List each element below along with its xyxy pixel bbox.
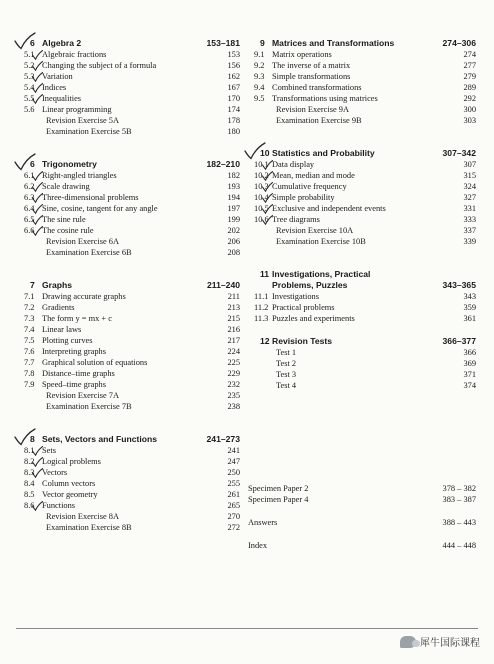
section-page: 215	[227, 314, 240, 323]
section-page: 208	[227, 248, 240, 257]
chapter-heading	[248, 336, 476, 347]
section-row	[18, 478, 240, 489]
section-title: Examination Exercise 6B	[46, 248, 132, 257]
chapter-number: 10	[260, 148, 270, 158]
section-page: 178	[227, 116, 240, 125]
section-page: 206	[227, 237, 240, 246]
section-title: Examination Exercise 7B	[46, 402, 132, 411]
section-page: 202	[227, 226, 240, 235]
chapter-title-continued: Problems, Puzzles	[272, 280, 348, 290]
section-title: Tree diagrams	[272, 215, 320, 224]
section-row	[248, 347, 476, 358]
chapter-title: Graphs	[42, 280, 73, 290]
section-page: 170	[227, 94, 240, 103]
section-row	[18, 214, 240, 225]
chapter-pages: 153–181	[206, 38, 240, 48]
section-page: 182	[227, 171, 240, 180]
section-page: 194	[227, 193, 240, 202]
section-title: The cosine rule	[42, 226, 94, 235]
section-title: Revision Exercise 9A	[276, 105, 350, 114]
contents-right-column	[248, 38, 476, 391]
section-title: Cumulative frequency	[272, 182, 347, 191]
chapter-4	[18, 434, 240, 533]
section-number: 6.4	[24, 204, 35, 213]
section-page: 174	[227, 105, 240, 114]
chapter-heading	[18, 280, 240, 291]
section-number: 11.3	[254, 314, 269, 323]
section-title: Combined transformations	[272, 83, 362, 92]
section-page: 193	[227, 182, 240, 191]
section-page: 359	[463, 303, 476, 312]
section-title: Logical problems	[42, 457, 101, 466]
section-row	[18, 489, 240, 500]
section-page: 339	[463, 237, 476, 246]
section-page: 331	[463, 204, 476, 213]
section-page: 232	[227, 380, 240, 389]
section-number: 10.1	[254, 160, 269, 169]
section-number: 7.2	[24, 303, 35, 312]
chapter-number: 11	[260, 269, 270, 279]
section-title: Practical problems	[272, 303, 335, 312]
section-page: 213	[227, 303, 240, 312]
entry-pages: 378 – 382	[442, 484, 476, 493]
section-row	[248, 214, 476, 225]
chapter-3	[18, 280, 240, 412]
entry-title: Answers	[248, 518, 278, 527]
section-row	[18, 82, 240, 93]
section-number: 6.1	[24, 171, 35, 180]
section-number: 6.3	[24, 193, 35, 202]
section-number: 7.3	[24, 314, 35, 323]
section-row	[248, 302, 476, 313]
section-page: 274	[463, 50, 476, 59]
section-row	[18, 49, 240, 60]
back-matter	[248, 483, 476, 551]
chapter-heading	[248, 38, 476, 49]
section-row	[18, 511, 240, 522]
chapter-number: 8	[30, 434, 35, 444]
index-entry	[248, 540, 476, 551]
chapter-pages: 241–273	[206, 434, 240, 444]
watermark-text: 犀牛国际课程	[420, 638, 480, 649]
section-row	[248, 291, 476, 302]
section-page: 235	[227, 391, 240, 400]
section-number: 10.5	[254, 204, 269, 213]
chapter-4	[248, 336, 476, 391]
section-title: Mean, median and mode	[272, 171, 355, 180]
section-number: 9.1	[254, 50, 265, 59]
entry-pages: 444 – 448	[442, 541, 476, 550]
section-number: 8.5	[24, 490, 35, 499]
section-title: Graphical solution of equations	[42, 358, 148, 367]
section-row	[248, 380, 476, 391]
section-number: 11.2	[254, 303, 269, 312]
section-row	[248, 203, 476, 214]
chapter-number: 9	[260, 38, 265, 48]
section-row	[18, 368, 240, 379]
section-row	[18, 104, 240, 115]
section-row	[18, 93, 240, 104]
section-title: Linear programming	[42, 105, 112, 114]
section-title: Puzzles and experiments	[272, 314, 355, 323]
section-page: 199	[227, 215, 240, 224]
section-page: 361	[463, 314, 476, 323]
chapter-title: Statistics and Probability	[272, 148, 375, 158]
section-number: 6.2	[24, 182, 35, 191]
section-number: 5.1	[24, 50, 35, 59]
section-number: 7.1	[24, 292, 35, 301]
section-row	[248, 225, 476, 236]
section-number: 5.4	[24, 83, 35, 92]
section-title: Matrix operations	[272, 50, 332, 59]
chapter-2	[18, 159, 240, 258]
section-title: Variation	[42, 72, 73, 81]
section-row	[248, 358, 476, 369]
chapter-title: Revision Tests	[272, 336, 333, 346]
section-page: 211	[227, 292, 240, 301]
section-title: Revision Exercise 8A	[46, 512, 120, 521]
section-number: 9.4	[254, 83, 265, 92]
section-number: 6.5	[24, 215, 35, 224]
chapter-title: Matrices and Transformations	[272, 38, 395, 48]
chapter-heading	[248, 148, 476, 159]
section-row	[248, 115, 476, 126]
section-page: 307	[463, 160, 476, 169]
section-row	[248, 192, 476, 203]
section-title: The form y = mx + c	[42, 314, 112, 323]
section-number: 9.3	[254, 72, 265, 81]
section-page: 272	[227, 523, 240, 532]
answers-entry	[248, 517, 476, 528]
section-title: Examination Exercise 9B	[276, 116, 362, 125]
section-title: Examination Exercise 10B	[276, 237, 366, 246]
entry-title: Specimen Paper 2	[248, 484, 309, 493]
section-row	[18, 522, 240, 533]
chapter-title: Investigations, Practical	[272, 269, 371, 279]
section-title: Examination Exercise 5B	[46, 127, 132, 136]
section-number: 7.5	[24, 336, 35, 345]
section-number: 6.6	[24, 226, 35, 235]
section-row	[18, 467, 240, 478]
section-title: Speed–time graphs	[42, 380, 106, 389]
section-page: 261	[227, 490, 240, 499]
section-row	[18, 445, 240, 456]
entry-title: Specimen Paper 4	[248, 495, 309, 504]
section-title: Indices	[42, 83, 67, 92]
chapter-number: 12	[260, 336, 270, 346]
section-title: Simple transformations	[272, 72, 351, 81]
section-number: 7.7	[24, 358, 35, 367]
section-row	[248, 159, 476, 170]
entry-title: Index	[248, 541, 268, 550]
section-title: Column vectors	[42, 479, 96, 488]
entry-pages: 383 – 387	[442, 495, 476, 504]
section-row	[18, 335, 240, 346]
section-title: Three-dimensional problems	[42, 193, 139, 202]
section-title: Transformations using matrices	[272, 94, 378, 103]
section-page: 180	[227, 127, 240, 136]
section-number: 10.3	[254, 182, 269, 191]
chapter-heading-line-2	[248, 280, 476, 291]
section-title: Examination Exercise 8B	[46, 523, 132, 532]
section-title: Investigations	[272, 292, 319, 301]
section-title: Right-angled triangles	[42, 171, 117, 180]
section-row	[18, 115, 240, 126]
section-row	[248, 93, 476, 104]
section-title: Gradients	[42, 303, 75, 312]
section-page: 238	[227, 402, 240, 411]
section-number: 10.4	[254, 193, 269, 202]
section-title: Exclusive and independent events	[272, 204, 386, 213]
section-row	[18, 247, 240, 258]
chapter-heading	[18, 38, 240, 49]
chapter-pages: 343–365	[442, 280, 476, 290]
chapter-number: 6	[30, 159, 35, 169]
section-number: 11.1	[254, 292, 269, 301]
section-row	[248, 369, 476, 380]
section-page: 229	[227, 369, 240, 378]
section-number: 8.1	[24, 446, 35, 455]
section-number: 8.4	[24, 479, 35, 488]
section-title: Sine, cosine, tangent for any angle	[42, 204, 158, 213]
chapter-1	[18, 38, 240, 137]
section-row	[18, 357, 240, 368]
contents-left-column	[18, 38, 240, 533]
section-page: 225	[227, 358, 240, 367]
chapter-pages: 307–342	[442, 148, 476, 158]
section-title: Vectors	[42, 468, 68, 477]
section-title: Plotting curves	[42, 336, 93, 345]
section-title: Sets	[42, 446, 56, 455]
section-title: Functions	[42, 501, 76, 510]
specimen-paper-2-entry	[248, 483, 476, 494]
section-row	[248, 313, 476, 324]
section-row	[18, 203, 240, 214]
section-title: Inequalities	[42, 94, 82, 103]
section-title: Test 3	[276, 370, 297, 379]
section-page: 337	[463, 226, 476, 235]
section-row	[248, 82, 476, 93]
section-page: 315	[463, 171, 476, 180]
chapter-1	[248, 38, 476, 126]
section-title: Drawing accurate graphs	[42, 292, 126, 301]
section-page: 270	[227, 512, 240, 521]
section-title: Vector geometry	[42, 490, 98, 499]
section-number: 9.5	[254, 94, 265, 103]
section-row	[18, 291, 240, 302]
section-row	[248, 181, 476, 192]
section-row	[18, 236, 240, 247]
section-page: 279	[463, 72, 476, 81]
section-page: 153	[227, 50, 240, 59]
section-row	[18, 456, 240, 467]
section-page: 250	[227, 468, 240, 477]
section-title: The inverse of a matrix	[272, 61, 351, 70]
section-number: 10.6	[254, 215, 269, 224]
chapter-number: 6	[30, 38, 35, 48]
section-row	[248, 104, 476, 115]
chapter-pages: 182–210	[206, 159, 240, 169]
section-page: 197	[227, 204, 240, 213]
section-row	[18, 170, 240, 181]
section-row	[18, 181, 240, 192]
section-title: Revision Exercise 6A	[46, 237, 120, 246]
section-row	[18, 192, 240, 203]
section-row	[18, 302, 240, 313]
section-title: Revision Exercise 10A	[276, 226, 354, 235]
section-page: 216	[227, 325, 240, 334]
section-row	[18, 313, 240, 324]
section-number: 5.2	[24, 61, 35, 70]
chapter-pages: 211–240	[207, 280, 240, 290]
section-title: Test 2	[276, 359, 297, 368]
section-number: 7.8	[24, 369, 35, 378]
section-page: 343	[463, 292, 476, 301]
watermark	[400, 634, 480, 649]
specimen-paper-4-entry	[248, 494, 476, 505]
section-title: Scale drawing	[42, 182, 90, 191]
section-title: Revision Exercise 5A	[46, 116, 120, 125]
section-page: 241	[227, 446, 240, 455]
section-page: 366	[463, 348, 476, 357]
section-row	[248, 236, 476, 247]
section-page: 292	[463, 94, 476, 103]
section-page: 374	[463, 381, 476, 390]
section-title: Revision Exercise 7A	[46, 391, 120, 400]
section-page: 217	[227, 336, 240, 345]
section-row	[18, 401, 240, 412]
chapter-heading	[18, 159, 240, 170]
section-title: Changing the subject of a formula	[42, 61, 157, 70]
chapter-2	[248, 148, 476, 247]
section-page: 162	[227, 72, 240, 81]
section-number: 8.6	[24, 501, 35, 510]
section-number: 8.2	[24, 457, 35, 466]
section-row	[18, 324, 240, 335]
section-title: Interpreting graphs	[42, 347, 106, 356]
section-page: 300	[463, 105, 476, 114]
chapter-heading	[18, 434, 240, 445]
section-row	[18, 379, 240, 390]
section-title: The sine rule	[42, 215, 86, 224]
section-number: 9.2	[254, 61, 265, 70]
section-page: 371	[463, 370, 476, 379]
chapter-number: 7	[30, 280, 35, 290]
section-row	[18, 225, 240, 236]
section-page: 369	[463, 359, 476, 368]
section-title: Simple probability	[272, 193, 335, 202]
section-page: 167	[227, 83, 240, 92]
section-row	[248, 71, 476, 82]
section-title: Distance–time graphs	[42, 369, 115, 378]
section-row	[18, 60, 240, 71]
section-page: 277	[463, 61, 476, 70]
section-page: 255	[227, 479, 240, 488]
section-title: Test 4	[276, 381, 297, 390]
section-number: 8.3	[24, 468, 35, 477]
section-row	[248, 170, 476, 181]
section-page: 289	[463, 83, 476, 92]
section-page: 224	[227, 347, 240, 356]
section-page: 156	[227, 61, 240, 70]
chapter-title: Trigonometry	[42, 159, 97, 169]
section-row	[18, 390, 240, 401]
section-number: 7.4	[24, 325, 35, 334]
chapter-title: Sets, Vectors and Functions	[42, 434, 158, 444]
section-title: Algebraic fractions	[42, 50, 107, 59]
chapter-pages: 366–377	[442, 336, 476, 346]
chapter-3	[248, 269, 476, 324]
section-number: 7.6	[24, 347, 35, 356]
section-number: 7.9	[24, 380, 35, 389]
section-title: Data display	[272, 160, 315, 169]
section-title: Linear laws	[42, 325, 82, 334]
section-row	[18, 126, 240, 137]
section-row	[18, 500, 240, 511]
section-page: 327	[463, 193, 476, 202]
chapter-title: Algebra 2	[42, 38, 82, 48]
section-row	[248, 60, 476, 71]
section-page: 324	[463, 182, 476, 191]
section-row	[18, 346, 240, 357]
section-number: 5.5	[24, 94, 35, 103]
section-row	[248, 49, 476, 60]
section-number: 5.3	[24, 72, 35, 81]
section-page: 303	[463, 116, 476, 125]
section-number: 5.6	[24, 105, 35, 114]
section-row	[18, 71, 240, 82]
chapter-heading	[248, 269, 476, 280]
chat-bubble-icon	[400, 636, 416, 648]
section-title: Test 1	[276, 348, 297, 357]
section-number: 10.2	[254, 171, 269, 180]
section-page: 333	[463, 215, 476, 224]
chapter-pages: 274–306	[442, 38, 476, 48]
entry-pages: 388 – 443	[442, 518, 476, 527]
section-page: 265	[227, 501, 240, 510]
page-bottom-rule	[16, 628, 478, 629]
section-page: 247	[227, 457, 240, 466]
